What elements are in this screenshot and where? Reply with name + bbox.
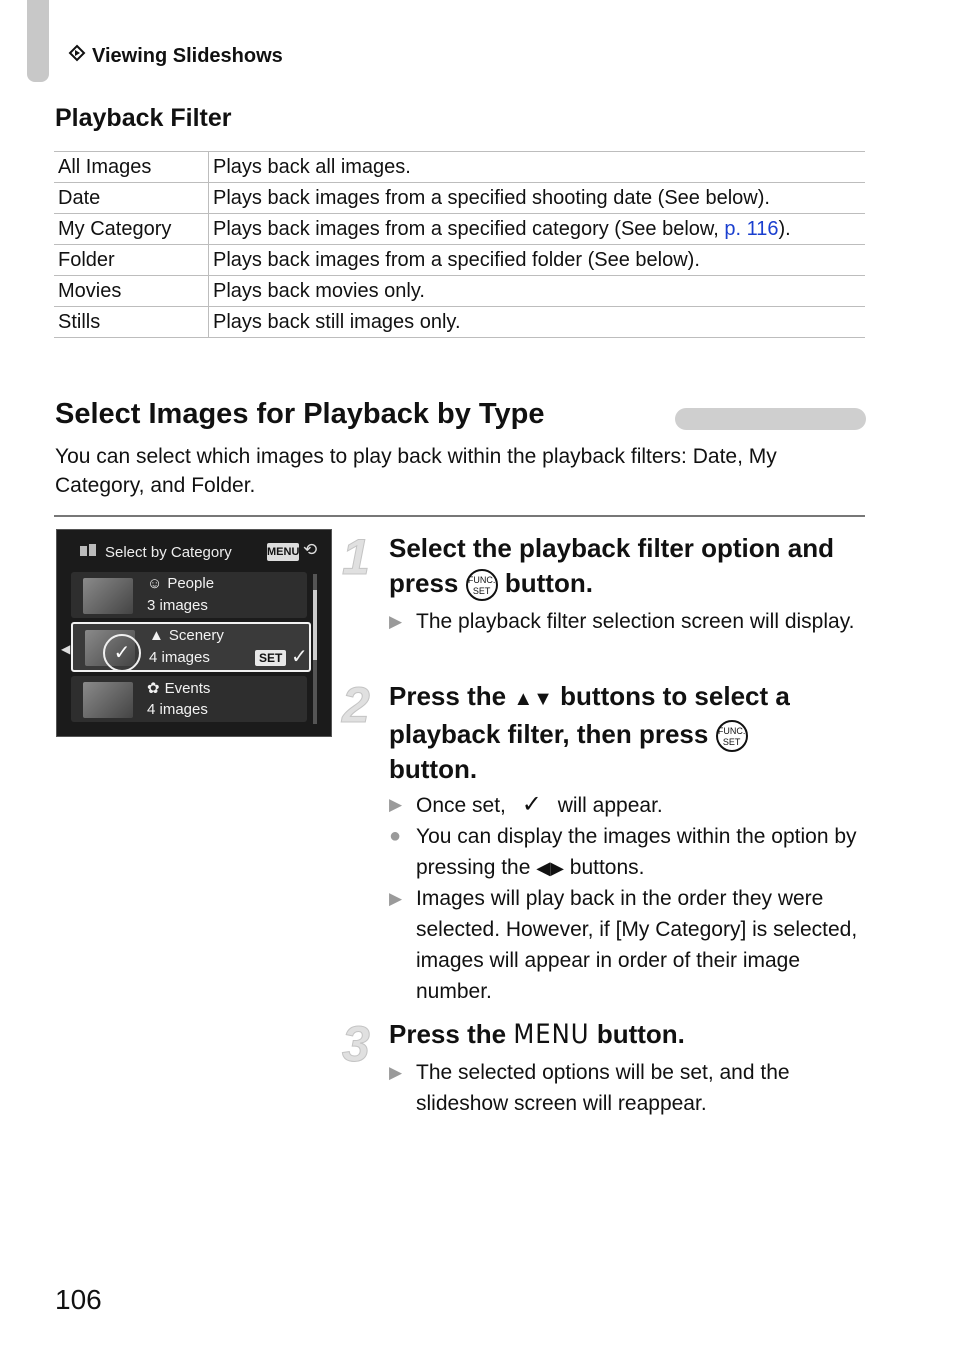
filter-name: Stills: [54, 307, 209, 338]
camera-screen: [56, 529, 332, 737]
circle-bullet-icon: ●: [389, 825, 402, 847]
step-title: [389, 679, 859, 787]
step-title-text: Select the playback filter option and press: [389, 533, 834, 598]
playback-filter-title: Playback Filter: [55, 104, 232, 132]
screen-header: [79, 543, 232, 561]
page-number: 106: [55, 1284, 102, 1315]
filter-desc: Plays back still images only.: [209, 307, 866, 338]
item-name: [149, 627, 224, 644]
bullet-text: The selected options will be set, and the slideshow screen will reappear.: [416, 1061, 790, 1115]
step-bullet: [389, 1057, 864, 1119]
header-title: Viewing Slideshows: [92, 44, 283, 67]
step-title: [389, 1017, 859, 1052]
table-row: [54, 245, 865, 276]
slideshow-icon: [68, 44, 86, 68]
checkmark-icon: ✓: [291, 646, 308, 668]
step-bullet: [389, 789, 864, 821]
return-icon: ⟲: [303, 540, 318, 559]
item-count: 3 images: [147, 597, 208, 614]
arrow-bullet-icon: ▶: [389, 612, 403, 631]
people-icon: ☺: [147, 575, 163, 592]
item-count: 4 images: [149, 649, 210, 666]
thumbnail: [83, 682, 133, 718]
step-bullet: [389, 821, 864, 884]
menu-badge: MENU: [267, 543, 299, 561]
func-label: FUNC.: [467, 575, 496, 586]
bullet-text: You can display the images within the option by pressing the: [416, 825, 857, 879]
item-label: Events: [164, 679, 211, 697]
table-row: [54, 276, 865, 307]
filter-desc: [209, 214, 866, 245]
step-number: 2: [342, 677, 370, 733]
table-row: [54, 307, 865, 338]
step-title: [389, 531, 859, 601]
left-arrow-icon: ◀: [61, 642, 71, 656]
step-title-text: Press the: [389, 1019, 507, 1049]
bullet-text: buttons.: [569, 856, 645, 879]
table-row: [54, 214, 865, 245]
section-title: Select Images for Playback by Type: [55, 398, 545, 430]
set-label: SET: [722, 737, 741, 748]
item-count: 4 images: [147, 701, 208, 718]
step-title-text: Press the: [389, 681, 507, 711]
filter-name: Date: [54, 183, 209, 214]
step-title-text: button.: [389, 754, 478, 785]
list-item-selected[interactable]: [71, 622, 311, 672]
list-item[interactable]: [71, 676, 307, 722]
category-icon: [79, 543, 97, 561]
running-header: [68, 44, 283, 68]
filter-name: Movies: [54, 276, 209, 307]
arrow-bullet-icon: ▶: [389, 1063, 403, 1082]
filter-name: Folder: [54, 245, 209, 276]
bullet-text: will appear.: [557, 794, 663, 817]
bullet-text: Once set,: [416, 794, 506, 817]
item-label: People: [167, 575, 215, 592]
arrow-bullet-icon: ▶: [389, 795, 403, 814]
func-set-button-icon: [716, 720, 748, 752]
step-number: 3: [342, 1016, 370, 1072]
filter-name: All Images: [54, 152, 209, 183]
playback-filter-table: [54, 151, 865, 338]
func-label: FUNC.: [717, 726, 746, 737]
table-row: [54, 152, 865, 183]
filter-desc: Plays back images from a specified shooting date (See below).: [209, 183, 866, 214]
desc-text: ).: [778, 217, 791, 240]
left-right-arrows-icon: ◀▶: [536, 858, 564, 878]
step-title-text: button.: [504, 568, 593, 598]
step-number: 1: [342, 529, 370, 585]
arrow-bullet-icon: ▶: [389, 889, 403, 908]
events-icon: ✿: [147, 680, 160, 697]
func-set-button-icon: [466, 569, 498, 601]
section-title-bar: [675, 408, 866, 430]
step-bullet: [389, 606, 864, 637]
step-title-text: button.: [596, 1019, 685, 1049]
thumbnail: [83, 578, 133, 614]
bullet-text: Images will play back in the order they were selected. However, if [My Category] is selected, images will appear in order of their image number.: [416, 887, 858, 1003]
up-down-arrows-icon: ▲▼: [513, 688, 553, 710]
set-badge: SET: [255, 650, 286, 666]
desc-text: Plays back images from a specified category (See below,: [213, 217, 725, 240]
filter-desc: Plays back images from a specified folder (See below).: [209, 245, 866, 276]
filter-desc: Plays back movies only.: [209, 276, 866, 307]
step-title-text: buttons to select a playback filter, then press: [389, 681, 790, 749]
section-intro: You can select which images to play back within the playback filters: Date, My Category, and Folder.: [55, 445, 777, 497]
page-tab-marker: [27, 0, 49, 82]
step-bullet: [389, 883, 864, 1007]
filter-desc: Plays back all images.: [209, 152, 866, 183]
list-item[interactable]: [71, 572, 307, 618]
item-label: Scenery: [168, 627, 224, 644]
check-circle-icon: ✓: [103, 634, 141, 672]
checkmark-icon: ✓: [521, 791, 542, 818]
screen-header-text: Select by Category: [105, 543, 232, 561]
menu-button-label: MENU: [513, 1019, 590, 1050]
divider: [54, 515, 865, 517]
page-link[interactable]: p. 116: [724, 217, 779, 240]
item-name: [147, 679, 210, 697]
bullet-text: The playback filter selection screen will display.: [416, 610, 855, 633]
table-row: [54, 183, 865, 214]
scrollbar-thumb: [313, 590, 317, 660]
scenery-icon: ▲: [149, 627, 164, 644]
filter-name: My Category: [54, 214, 209, 245]
item-name: [147, 575, 214, 592]
set-label: SET: [472, 586, 491, 597]
